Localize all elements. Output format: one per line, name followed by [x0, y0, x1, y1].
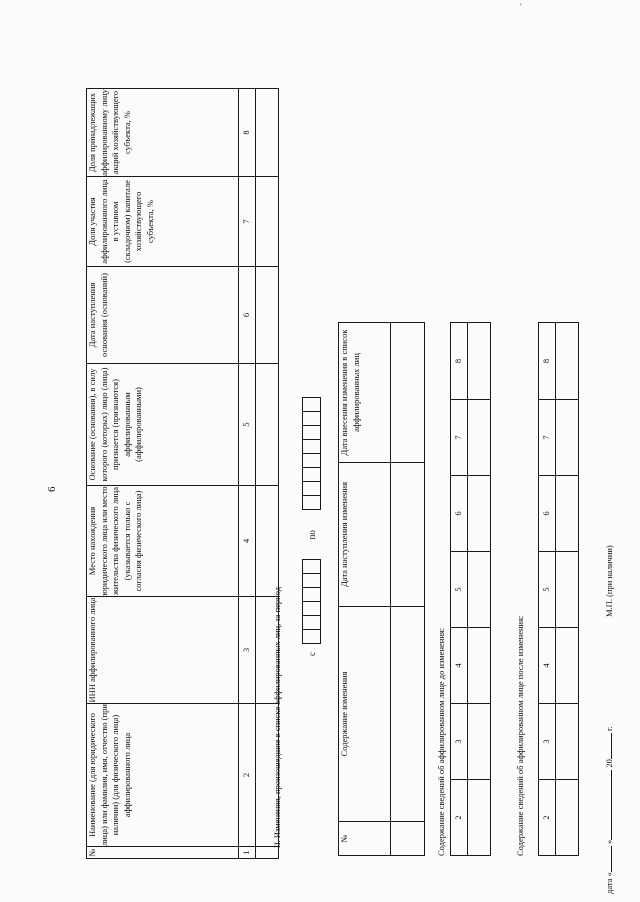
period-to-label: по: [306, 530, 317, 540]
column-number: 2: [239, 704, 256, 847]
column-number: 7: [451, 400, 468, 476]
changes-header-occurrence-date: Дата наступления изменения: [339, 463, 391, 607]
after-change-label: Содержание сведений об аффилированном лице после изменения:: [515, 615, 525, 856]
header-basis-date: Дата наступления основания (оснований): [87, 267, 239, 364]
page-number: 6: [46, 486, 58, 492]
before-change-label: Содержание сведений об аффилированном лице до изменения:: [436, 627, 446, 856]
period-from-date-cells[interactable]: [306, 560, 316, 644]
quote-close: »: [604, 839, 614, 845]
column-number: 3: [451, 704, 468, 780]
column-number: 7: [239, 177, 256, 267]
header-inn: ИНН аффилированного лица: [87, 597, 239, 704]
column-number: 4: [239, 486, 256, 597]
header-basis: Основание (основания), в силу которого (которых) лицо (лица) признается (признаются) аффилированным (аффилированными): [87, 364, 239, 486]
header-capital-share: Доля участия аффилированного лица в уставном (складочном) капитале хозяйствующего субъекта, %: [87, 177, 239, 267]
table-number-row: [239, 89, 256, 859]
column-number: 6: [451, 476, 468, 552]
after-empty-row: [556, 323, 579, 856]
period-to-date-cells[interactable]: [306, 398, 316, 510]
footer-date: [604, 726, 614, 894]
column-number: 2: [451, 780, 468, 856]
header-stock-share: Доля принадлежащих аффилированному лицу акций хозяйствующего субъекта, %: [87, 89, 239, 177]
changes-header-number: №: [339, 822, 391, 856]
after-number-row: [539, 323, 556, 856]
period-field: [302, 398, 321, 662]
column-number: 2: [539, 780, 556, 856]
section-2-title: II. Изменения, произошедшие в списке аффилированных лиц, за период: [272, 586, 282, 848]
year-suffix: г.: [604, 726, 614, 732]
column-number: 6: [239, 267, 256, 364]
changes-header-entry-date: Дата внесения изменения в список аффилированных лиц: [339, 323, 391, 463]
stamp-label: М.П. (при наличии): [604, 545, 614, 617]
year-prefix: 20: [604, 759, 614, 768]
column-number: 3: [539, 704, 556, 780]
changes-empty-row: [391, 323, 425, 856]
header-number: №: [87, 847, 239, 859]
after-change-table: [538, 322, 579, 856]
changes-header-content: Содержание изменения: [339, 607, 391, 822]
header-name: Наименование (для юридического лица) или фамилия, имя, отчество (при наличии) (для физического лица) аффилированного лица: [87, 704, 239, 847]
column-number: 1: [239, 847, 256, 859]
before-change-table: [450, 322, 491, 856]
before-empty-row: [468, 323, 491, 856]
column-number: 4: [539, 628, 556, 704]
column-number: 6: [539, 476, 556, 552]
changes-table: [338, 322, 425, 856]
column-number: 5: [451, 552, 468, 628]
column-number: 3: [239, 597, 256, 704]
table-header-row: [87, 89, 239, 859]
column-number: 5: [539, 552, 556, 628]
column-number: 8: [451, 323, 468, 400]
affiliated-persons-table: [86, 88, 279, 859]
header-location: Место нахождения юридического лица или место жительства физического лица (указывается только с согласия физического лица): [87, 486, 239, 597]
date-label: дата «: [604, 872, 614, 894]
period-from-label: с: [306, 652, 317, 656]
column-number: 8: [239, 89, 256, 177]
column-number: 8: [539, 323, 556, 400]
column-number: 4: [451, 628, 468, 704]
before-number-row: [451, 323, 468, 856]
column-number: 5: [239, 364, 256, 486]
changes-header-row: [339, 323, 391, 856]
column-number: 7: [539, 400, 556, 476]
scan-mark: ': [520, 2, 522, 12]
